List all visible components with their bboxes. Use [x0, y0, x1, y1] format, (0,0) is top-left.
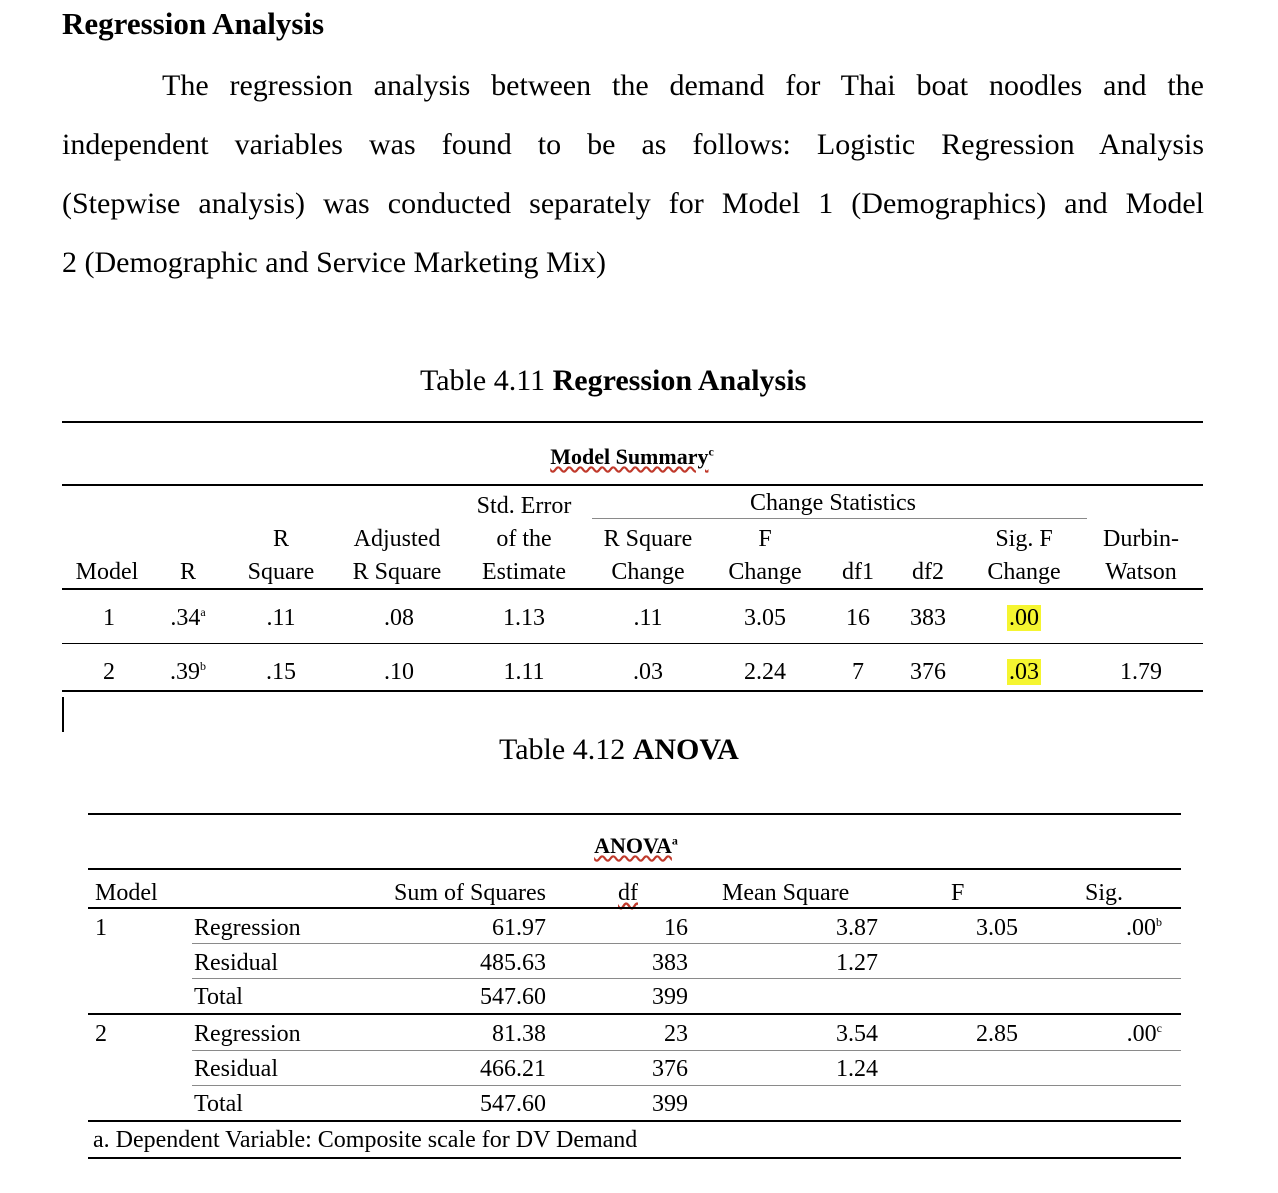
row2-sig-f-change: .03	[1009, 659, 1039, 685]
row1-f-change: 3.05	[744, 605, 786, 631]
row1-model: 1	[103, 605, 115, 631]
anova-row-sig: .00$^b$	[1126, 915, 1162, 941]
header-rsq-change-1: R Square	[603, 526, 693, 552]
table-411-header-rule	[62, 588, 1203, 590]
anova-row-ss: 61.97	[492, 915, 546, 941]
row2-r-square: .15	[266, 659, 296, 685]
anova-row-label: Regression	[194, 1021, 301, 1047]
text-cursor	[62, 697, 64, 732]
anova-model-rule	[88, 1013, 1181, 1015]
row1-df2: 383	[910, 605, 946, 631]
anova-row-ms: 3.54	[836, 1021, 878, 1047]
table-412-top-rule	[88, 813, 1181, 815]
header-f-change-1: F	[758, 526, 772, 552]
row2-rsq-change: .03	[633, 659, 663, 685]
header-f-change-2: Change	[728, 559, 802, 585]
row2-df2: 376	[910, 659, 946, 685]
header-sig-f-2: Change	[987, 559, 1061, 585]
header-rsq-change-2: Change	[611, 559, 685, 585]
anova-footnote-rule	[88, 1157, 1181, 1159]
anova-row-f: 2.85	[976, 1021, 1018, 1047]
row1-sig-f-change: .00	[1009, 605, 1039, 631]
anova-row-df: 376	[652, 1056, 688, 1082]
row1-df1: 16	[846, 605, 870, 631]
anova-row-label: Regression	[194, 915, 301, 941]
anova-row-df: 399	[652, 984, 688, 1010]
table-411-title: Model Summary$^c$	[550, 444, 714, 469]
row1-rsq-change: .11	[633, 605, 663, 631]
anova-model-2: 2	[95, 1021, 107, 1047]
header-sig-f-1: Sig. F	[995, 526, 1053, 552]
table-412-caption: Table 4.12 ANOVA	[499, 733, 739, 766]
row2-f-change: 2.24	[744, 659, 786, 685]
change-statistics-rule	[592, 518, 1087, 519]
header-r: R	[179, 559, 197, 585]
row2-model: 2	[103, 659, 115, 685]
table-411-bottom-rule	[62, 690, 1203, 692]
anova-row-ss: 81.38	[492, 1021, 546, 1047]
header-df2: df2	[912, 559, 944, 585]
header-std-error-1: Std. Error	[476, 493, 572, 519]
anova-row-ms: 1.27	[836, 950, 878, 976]
anova-header-f: F	[951, 880, 965, 906]
anova-row-df: 383	[652, 950, 688, 976]
anova-row-rule	[192, 943, 1181, 944]
row2-adjusted: .10	[384, 659, 414, 685]
header-std-error-2: of the	[496, 526, 552, 552]
paragraph-line-4: 2 (Demographic and Service Marketing Mix)	[62, 246, 606, 279]
row1-adjusted: .08	[384, 605, 414, 631]
anova-row-sig: .00$^c$	[1126, 1021, 1162, 1047]
header-std-error-3: Estimate	[482, 559, 566, 585]
anova-header-sig: Sig.	[1085, 880, 1124, 906]
anova-header-model: Model	[95, 880, 158, 906]
header-durbin-watson-2: Watson	[1105, 559, 1177, 585]
anova-row-ss: 547.60	[480, 1091, 546, 1117]
anova-model-1: 1	[95, 915, 107, 941]
anova-row-rule	[192, 1050, 1181, 1051]
row1-r-square: .11	[266, 605, 296, 631]
section-heading: Regression Analysis	[62, 6, 325, 41]
paragraph-line-3: (Stepwise analysis) was conducted separately for Model 1 (Demographics) and Model	[62, 187, 1204, 220]
header-adjusted-1: Adjusted	[353, 526, 441, 552]
row2-std-error: 1.11	[503, 659, 545, 685]
header-r-square-2: Square	[247, 559, 315, 585]
table-412-title-rule	[88, 868, 1181, 870]
table-411-row-rule	[62, 643, 1203, 644]
table-411-top-rule	[62, 421, 1203, 423]
header-adjusted-2: R Square	[352, 559, 442, 585]
anova-row-df: 23	[664, 1021, 688, 1047]
anova-row-rule	[192, 978, 1181, 979]
anova-bottom-rule	[88, 1120, 1181, 1122]
header-durbin-watson-1: Durbin-	[1103, 526, 1179, 552]
row1-std-error: 1.13	[503, 605, 545, 631]
paragraph-line-1: The regression analysis between the demand for Thai boat noodles and the	[162, 69, 1204, 102]
header-r-square-1: R	[272, 526, 290, 552]
row2-df1: 7	[852, 659, 864, 685]
table-411-title-rule	[62, 484, 1203, 486]
anova-row-label: Total	[194, 984, 243, 1010]
table-411-caption: Table 4.11 Regression Analysis	[420, 364, 807, 397]
intro-paragraph	[62, 56, 1204, 292]
anova-row-ss: 466.21	[480, 1056, 546, 1082]
paragraph-line-2: independent variables was found to be as follows: Logistic Regression Analysis	[62, 128, 1204, 161]
anova-row-ss: 485.63	[480, 950, 546, 976]
anova-row-f: 3.05	[976, 915, 1018, 941]
anova-header-ms: Mean Square	[722, 880, 850, 906]
table-412-title: ANOVA$^a$	[594, 833, 678, 858]
anova-row-df: 399	[652, 1091, 688, 1117]
row2-r: .39$^b$	[170, 659, 206, 685]
header-df1: df1	[842, 559, 874, 585]
anova-row-df: 16	[664, 915, 688, 941]
anova-row-ss: 547.60	[480, 984, 546, 1010]
anova-row-ms: 1.24	[836, 1056, 878, 1082]
header-model: Model	[75, 559, 139, 585]
row2-durbin-watson: 1.79	[1120, 659, 1162, 685]
anova-row-rule	[192, 1085, 1181, 1086]
anova-header-df: df	[618, 880, 638, 906]
anova-row-label: Residual	[194, 1056, 278, 1082]
row1-r: .34$^a$	[170, 605, 206, 631]
anova-footnote: a. Dependent Variable: Composite scale for DV Demand	[93, 1127, 638, 1153]
anova-header-ss: Sum of Squares	[394, 880, 546, 906]
header-change-statistics: Change Statistics	[750, 490, 916, 516]
anova-row-ms: 3.87	[836, 915, 878, 941]
anova-header-rule	[88, 907, 1181, 909]
anova-row-label: Total	[194, 1091, 243, 1117]
anova-row-label: Residual	[194, 950, 278, 976]
